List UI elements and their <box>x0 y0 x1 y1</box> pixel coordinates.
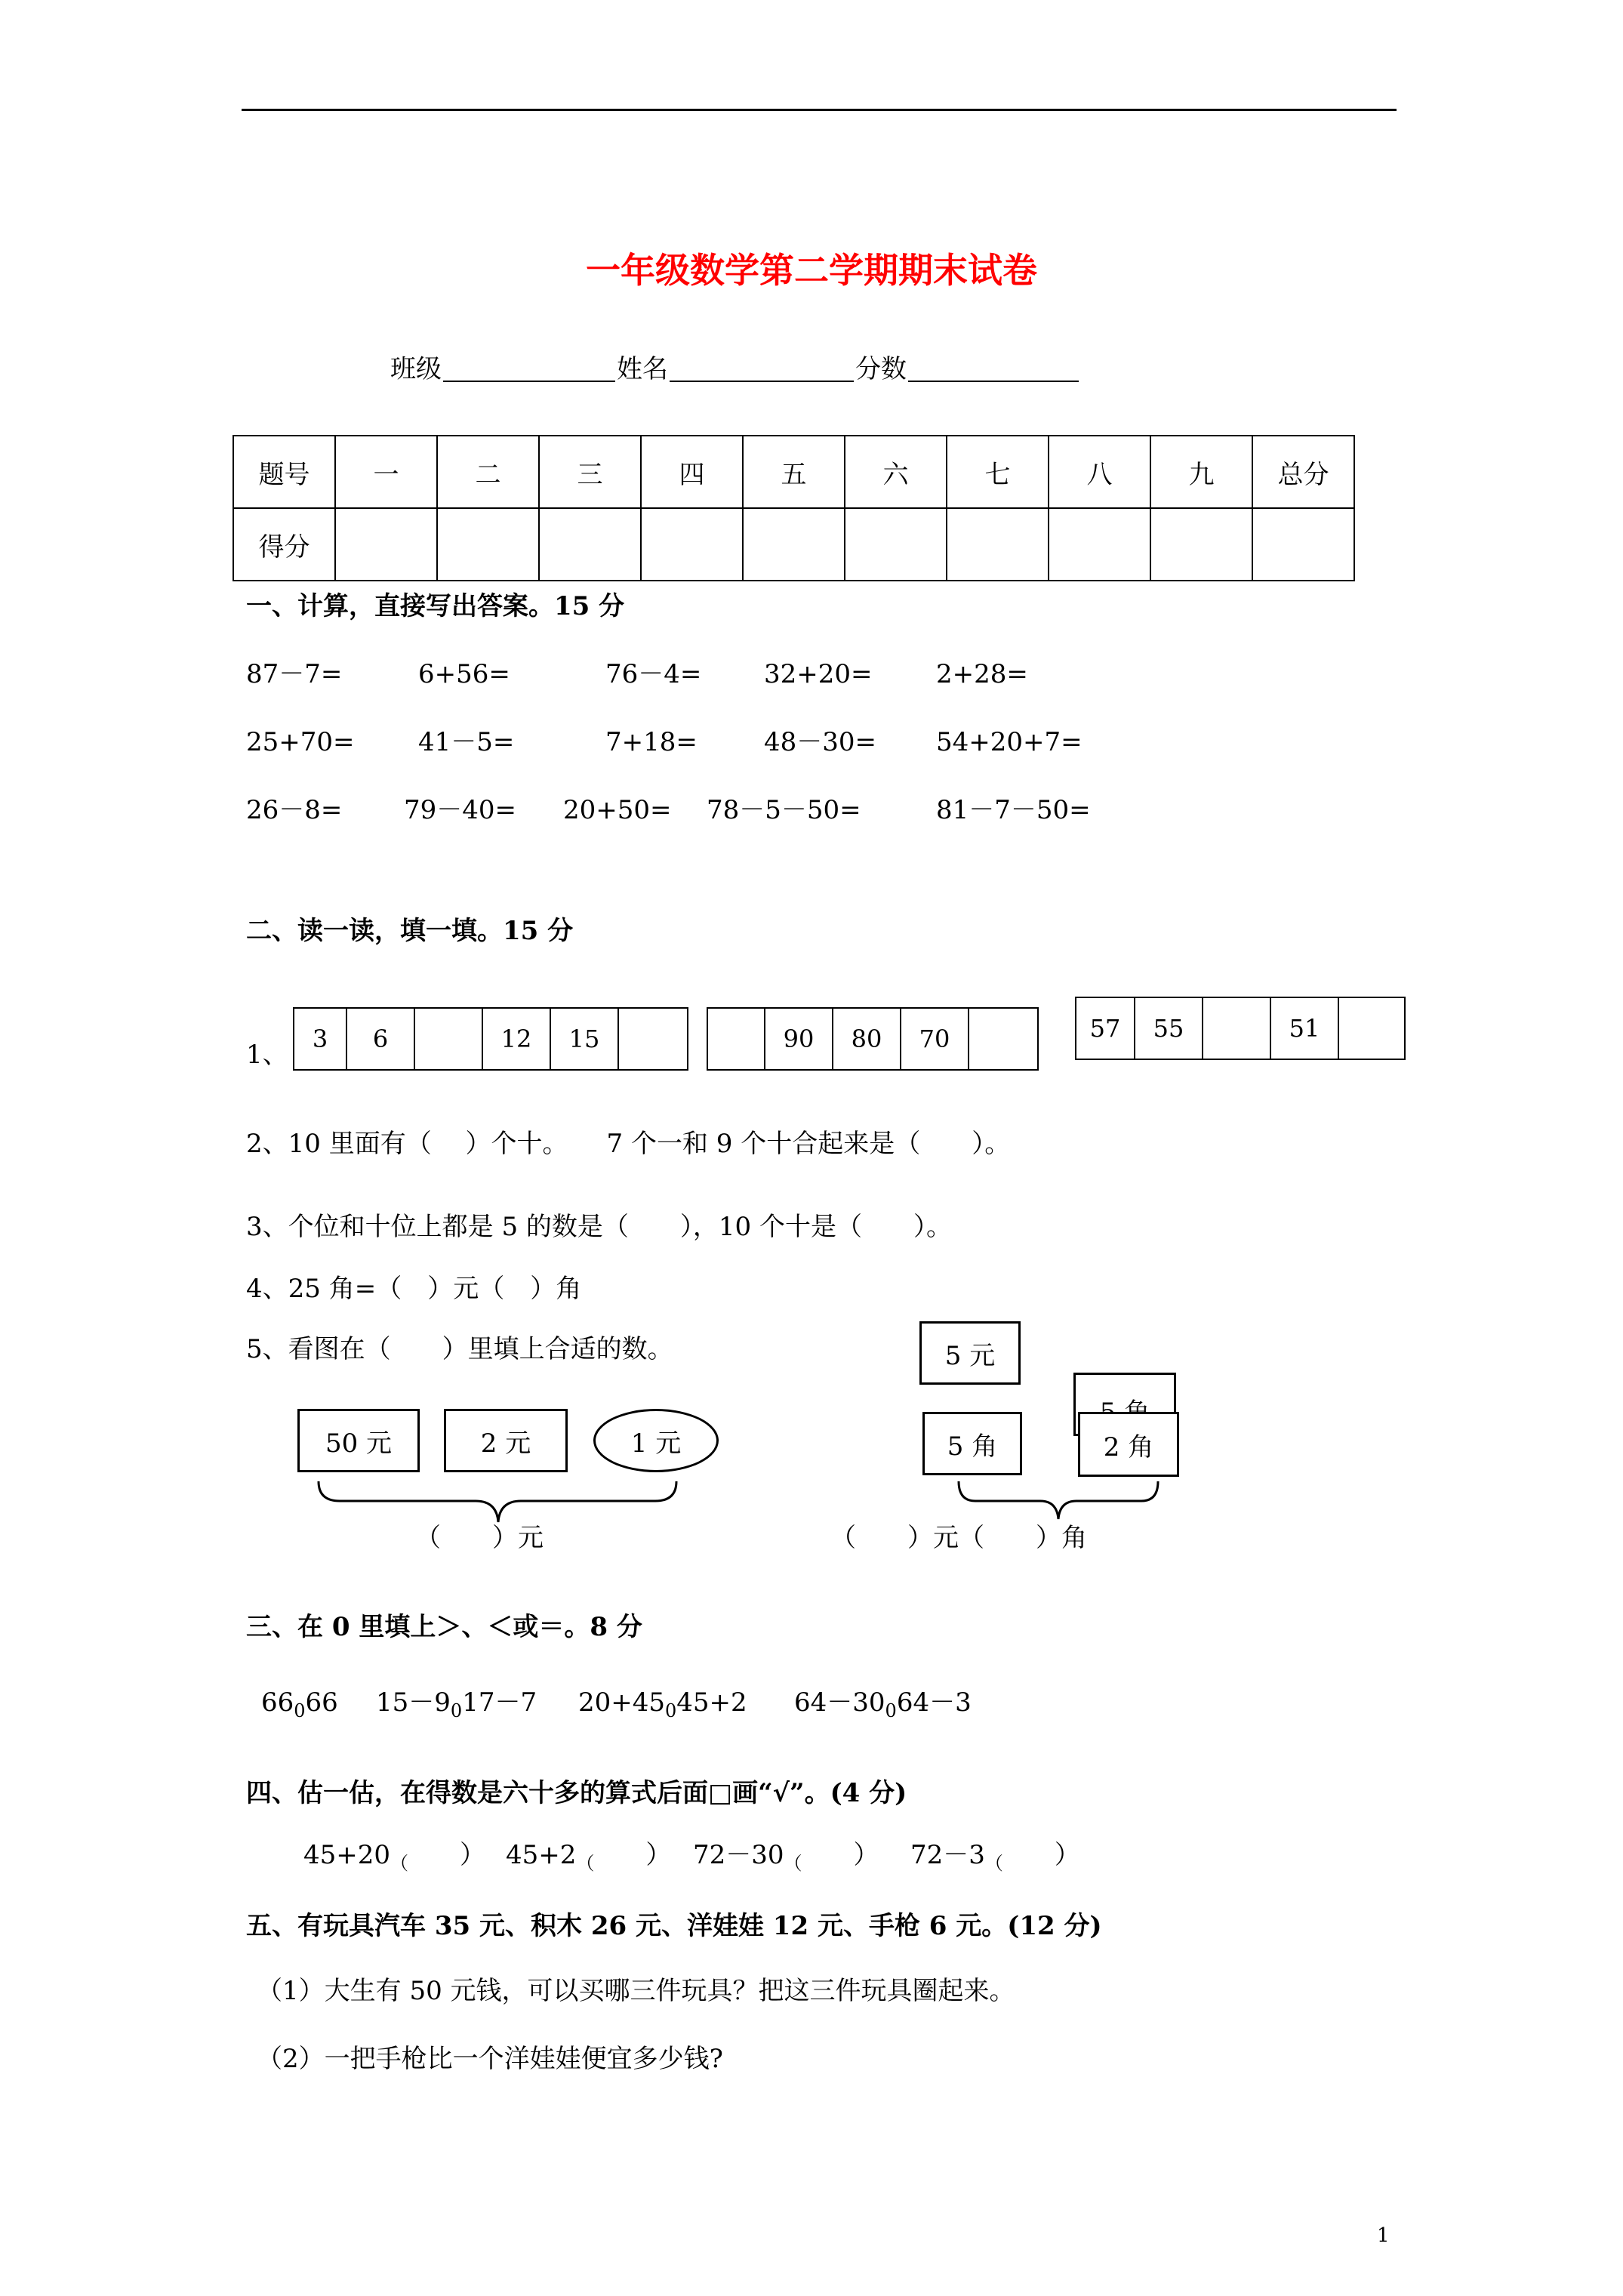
question-3: 3、个位和十位上都是 5 的数是（ ），10 个十是（ ）。 <box>246 1212 952 1242</box>
compare-right: 66 <box>305 1687 338 1718</box>
page-number: 1 <box>1377 2224 1390 2247</box>
score-cell[interactable] <box>641 508 743 581</box>
sequence-cell: 57 <box>1076 998 1135 1059</box>
estimate-item <box>910 1840 1080 1874</box>
score-cell[interactable] <box>947 508 1049 581</box>
question-5: 5、看图在（ ）里填上合适的数。 <box>246 1334 673 1364</box>
compare-left: 66 <box>261 1687 294 1718</box>
score-blank[interactable] <box>908 358 1079 382</box>
paren-close: ） <box>1054 1840 1080 1870</box>
estimate-item <box>693 1840 879 1874</box>
score-table-score-row <box>233 508 1354 581</box>
compare-left: 15－9 <box>376 1687 451 1718</box>
name-blank[interactable] <box>670 358 854 382</box>
q1-label: 1、 <box>246 1040 288 1070</box>
paren-close: ） <box>460 1840 486 1870</box>
paren-open: （ <box>390 1853 409 1874</box>
section1-title: 一、计算，直接写出答案。15 分 <box>246 591 625 621</box>
sequence-cell: 6 <box>347 1009 415 1069</box>
calc-item: 54+20+7= <box>936 727 1083 757</box>
sequence-blank-cell[interactable] <box>1203 998 1271 1059</box>
paren-open: （ <box>984 1853 1003 1874</box>
header-cell: 总分 <box>1252 436 1354 508</box>
compare-left: 20+45 <box>578 1687 666 1718</box>
money-box: 2 元 <box>444 1409 568 1472</box>
header-rule <box>242 109 1397 111</box>
calc-item: 76－4= <box>605 659 702 689</box>
sequence-blank-cell[interactable] <box>415 1009 483 1069</box>
header-cell: 八 <box>1049 436 1150 508</box>
sequence-blank-cell[interactable] <box>969 1009 1037 1069</box>
section4-title: 四、估一估，在得数是六十多的算式后面□画“√”。(4 分) <box>246 1778 907 1808</box>
answer-right: （ ）元（ ）角 <box>830 1523 1087 1553</box>
question-2: 2、10 里面有（ ）个十。 7 个一和 9 个十合起来是（ ）。 <box>246 1129 1011 1159</box>
paren-close: ） <box>645 1840 672 1870</box>
calc-item: 25+70= <box>246 727 355 757</box>
header-cell: 题号 <box>233 436 335 508</box>
header-cell: 一 <box>335 436 437 508</box>
sequence-cell: 70 <box>901 1009 969 1069</box>
estimate-item <box>303 1840 486 1874</box>
calc-item: 81－7－50= <box>936 795 1091 825</box>
sequence-cell: 3 <box>294 1009 347 1069</box>
score-table <box>233 435 1355 581</box>
header-cell: 七 <box>947 436 1049 508</box>
paren-close: ） <box>853 1840 879 1870</box>
score-cell[interactable] <box>1049 508 1150 581</box>
score-cell[interactable] <box>335 508 437 581</box>
calc-item: 6+56= <box>418 659 510 689</box>
sequence-1 <box>293 1007 688 1071</box>
sequence-cell: 80 <box>833 1009 901 1069</box>
money-box: 50 元 <box>297 1409 420 1472</box>
answer-space[interactable] <box>594 1840 645 1870</box>
compare-right: 45+2 <box>676 1687 747 1718</box>
score-cell[interactable] <box>437 508 539 581</box>
section5-question-1: （1）大生有 50 元钱，可以买哪三件玩具？把这三件玩具圈起来。 <box>257 1976 1015 2006</box>
score-table-header-row <box>233 436 1354 508</box>
sequence-3 <box>1075 997 1406 1060</box>
calc-item: 48－30= <box>764 727 877 757</box>
section2-title: 二、读一读，填一填。15 分 <box>246 916 574 946</box>
paren-open: （ <box>576 1853 595 1874</box>
calc-item: 78－5－50= <box>707 795 861 825</box>
sequence-2 <box>707 1007 1039 1071</box>
calc-item: 32+20= <box>764 659 873 689</box>
answer-space[interactable] <box>1003 1840 1055 1870</box>
estimate-expression: 72－3 <box>910 1840 985 1870</box>
header-cell: 三 <box>539 436 641 508</box>
right-brace <box>957 1480 1161 1525</box>
money-box: 5 角 <box>922 1412 1022 1475</box>
estimate-expression: 45+2 <box>506 1840 577 1870</box>
compare-item <box>794 1687 972 1721</box>
compare-circle[interactable]: 0 <box>294 1700 306 1721</box>
calc-item: 2+28= <box>936 659 1028 689</box>
compare-circle[interactable]: 0 <box>450 1700 463 1721</box>
page-title: 一年级数学第二学期期末试卷 <box>586 250 1037 291</box>
calc-item: 41－5= <box>418 727 515 757</box>
compare-right: 64－3 <box>896 1687 972 1718</box>
compare-circle[interactable]: 0 <box>665 1700 677 1721</box>
compare-item <box>578 1687 747 1721</box>
header-cell: 二 <box>437 436 539 508</box>
score-cell[interactable] <box>845 508 947 581</box>
section5-title: 五、有玩具汽车 35 元、积木 26 元、洋娃娃 12 元、手枪 6 元。(12 分) <box>246 1911 1102 1941</box>
score-cell[interactable] <box>743 508 845 581</box>
answer-space[interactable] <box>802 1840 854 1870</box>
sequence-cell: 12 <box>483 1009 551 1069</box>
sequence-blank-cell[interactable] <box>1339 998 1404 1059</box>
header-cell: 四 <box>641 436 743 508</box>
sequence-blank-cell[interactable] <box>619 1009 687 1069</box>
estimate-item <box>506 1840 672 1874</box>
left-brace <box>317 1480 679 1525</box>
answer-space[interactable] <box>408 1840 460 1870</box>
calc-item: 87－7= <box>246 659 343 689</box>
calc-item: 20+50= <box>563 795 672 825</box>
compare-item <box>261 1687 338 1721</box>
paren-open: （ <box>784 1853 802 1874</box>
score-cell[interactable] <box>1150 508 1252 581</box>
score-cell[interactable] <box>539 508 641 581</box>
compare-item <box>376 1687 537 1721</box>
sequence-blank-cell[interactable] <box>708 1009 765 1069</box>
class-label: 班级 <box>390 354 442 384</box>
calc-item: 79－40= <box>404 795 517 825</box>
estimate-expression: 72－30 <box>693 1840 784 1870</box>
compare-left: 64－30 <box>794 1687 885 1718</box>
class-blank[interactable] <box>443 358 615 382</box>
info-line <box>390 356 1080 382</box>
sequence-cell: 15 <box>551 1009 619 1069</box>
name-label: 姓名 <box>617 354 668 384</box>
calc-item: 7+18= <box>605 727 698 757</box>
score-cell[interactable] <box>1252 508 1354 581</box>
header-cell: 五 <box>743 436 845 508</box>
sequence-cell: 55 <box>1135 998 1203 1059</box>
money-box: 2 角 <box>1078 1412 1179 1477</box>
row-label-cell: 得分 <box>233 508 335 581</box>
score-label: 分数 <box>855 354 907 384</box>
compare-right: 17－7 <box>462 1687 537 1718</box>
calc-item: 26－8= <box>246 795 343 825</box>
coin-ellipse: 1 元 <box>593 1409 719 1472</box>
sequence-cell: 51 <box>1271 998 1339 1059</box>
estimate-expression: 45+20 <box>303 1840 391 1870</box>
header-cell: 六 <box>845 436 947 508</box>
compare-circle[interactable]: 0 <box>885 1700 897 1721</box>
question-4: 4、25 角=（ ）元（ ）角 <box>246 1274 582 1304</box>
section3-title: 三、在 0 里填上＞、＜或＝。8 分 <box>246 1612 642 1642</box>
money-box: 5 元 <box>919 1321 1021 1385</box>
section5-question-2: （2）一把手枪比一个洋娃娃便宜多少钱? <box>257 2044 723 2074</box>
header-cell: 九 <box>1150 436 1252 508</box>
answer-left: （ ）元 <box>415 1523 544 1553</box>
sequence-cell: 90 <box>765 1009 833 1069</box>
